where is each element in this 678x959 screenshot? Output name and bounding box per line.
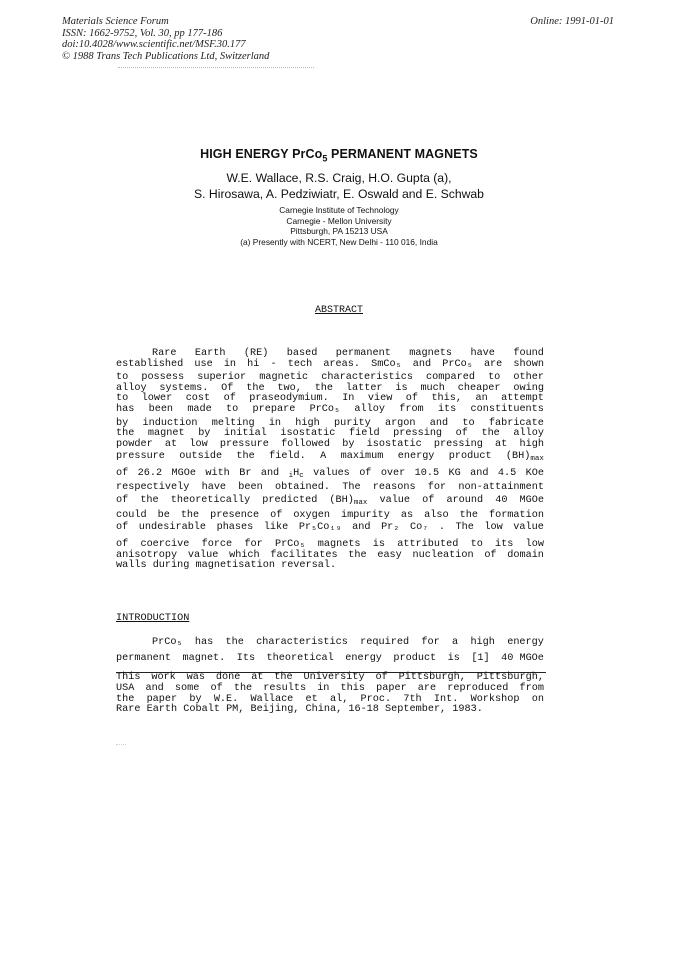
word: high <box>295 417 320 429</box>
word: value <box>379 494 411 506</box>
word: have <box>470 348 495 359</box>
introduction-heading: INTRODUCTION <box>116 613 190 624</box>
word: followed <box>281 438 330 450</box>
word: oxygen <box>293 509 330 521</box>
word: product <box>448 451 492 463</box>
word: areas. <box>323 358 360 370</box>
word: energy <box>507 637 544 648</box>
word: . <box>438 522 445 534</box>
max-subscript: max <box>353 498 368 507</box>
word: is <box>447 652 460 664</box>
word: of <box>116 468 129 480</box>
word: Its <box>236 652 256 664</box>
word: PrCo₅ <box>274 539 306 551</box>
word: value <box>187 549 219 561</box>
word: paper <box>146 693 178 705</box>
word: in <box>317 682 330 694</box>
word: to <box>226 403 239 415</box>
word: [1] <box>471 652 490 664</box>
word: of <box>375 672 388 683</box>
word: made <box>187 403 212 415</box>
word: work <box>151 672 176 683</box>
word: USA <box>116 682 135 694</box>
word: Pr₅Co₁₉ <box>298 522 342 534</box>
text-line <box>116 450 544 464</box>
word: obtained. <box>274 481 330 493</box>
word: et <box>305 693 318 705</box>
word: at <box>164 438 178 450</box>
text-line <box>116 360 544 371</box>
word: Pr₂ <box>381 522 400 534</box>
word: attempt <box>501 393 544 405</box>
word: shown <box>513 358 544 370</box>
word: from <box>519 682 544 694</box>
word: found <box>513 348 544 359</box>
word: in <box>268 417 282 429</box>
word: systems. <box>159 382 209 394</box>
word: KOe <box>525 468 544 480</box>
word: compared <box>426 372 475 384</box>
word: Int. <box>433 693 459 705</box>
author-list <box>0 171 678 202</box>
word: owing <box>513 382 544 394</box>
word: two, <box>277 382 302 394</box>
abstract-heading-text: ABSTRACT <box>314 305 363 316</box>
author-line-1: W.E. Wallace, R.S. Craig, H.O. Gupta (a), <box>226 171 452 185</box>
word: around <box>446 494 484 506</box>
word: are <box>417 682 437 694</box>
word: magnets <box>317 539 361 551</box>
word: maximum <box>340 451 384 463</box>
word: theoretical <box>266 652 334 664</box>
word: latter <box>345 382 383 394</box>
word: value <box>513 522 544 534</box>
word: alloy <box>354 403 385 415</box>
word: of <box>422 494 435 506</box>
word: $_iH_c$ <box>288 468 304 481</box>
word: use <box>194 358 213 370</box>
footnote-body <box>116 673 544 716</box>
word: low <box>525 539 544 551</box>
word: magnetic <box>259 372 309 384</box>
word: other <box>513 372 544 384</box>
word: Pittsburgh, <box>398 672 466 683</box>
word: formation <box>488 509 544 521</box>
word: during <box>152 560 190 572</box>
word: prepare <box>252 403 296 415</box>
word: KG <box>448 468 461 480</box>
word: 40 MGOe <box>501 652 544 664</box>
word: respectively <box>116 481 190 493</box>
word: by <box>342 438 355 450</box>
word: the <box>116 693 135 705</box>
word: facilitates <box>270 549 338 561</box>
word: its <box>437 403 457 415</box>
word: permanent <box>116 652 172 664</box>
word: Of <box>221 382 234 394</box>
word: an <box>475 393 488 405</box>
word: this, <box>431 393 463 405</box>
word: nucleation <box>412 549 474 561</box>
word: 1983. <box>452 704 483 716</box>
word: Beijing, <box>250 704 300 716</box>
word: at <box>495 438 508 450</box>
word: 26.2 <box>137 468 163 480</box>
word: field <box>348 428 380 440</box>
word: of <box>484 549 497 561</box>
word: at <box>251 672 264 683</box>
word: pressing <box>433 438 483 450</box>
text-line <box>116 684 544 695</box>
word: and <box>470 468 489 480</box>
word: of <box>116 494 129 506</box>
word: induction <box>142 417 198 429</box>
word: - <box>270 358 277 370</box>
word: the <box>246 382 265 394</box>
word: by <box>198 428 211 440</box>
word: for <box>427 481 447 493</box>
word: cheaper <box>457 382 501 394</box>
word: magnet. <box>182 652 226 664</box>
word: magnet <box>147 428 185 440</box>
word: done <box>215 672 241 683</box>
word: the <box>180 509 200 521</box>
word: to <box>488 372 501 384</box>
word: as <box>400 509 414 521</box>
word: University <box>303 672 365 683</box>
word: isostatic <box>366 438 422 450</box>
word: of <box>116 522 129 534</box>
affiliation-line: Carnegie Institute of Technology <box>279 205 399 215</box>
word: China, <box>305 704 343 716</box>
word: like <box>263 522 289 534</box>
text-line <box>116 521 544 535</box>
word: reversal. <box>281 560 337 572</box>
word: and <box>260 468 280 480</box>
word: magnetisation <box>195 560 275 572</box>
word: Earth <box>194 348 226 359</box>
affiliation-line: (a) Presently with NCERT, New Delhi - 110 016, India <box>240 236 438 247</box>
word: based <box>286 348 318 359</box>
word: the <box>274 672 293 683</box>
word: of <box>270 509 283 521</box>
word: by <box>189 693 202 705</box>
word: 10.5 <box>414 468 440 480</box>
text-line <box>116 483 544 494</box>
word: was <box>186 672 205 683</box>
word: The <box>455 522 474 534</box>
text-line <box>116 440 544 451</box>
word: MGOe <box>519 494 544 506</box>
title-text: HIGH ENERGY PrCo <box>200 147 323 161</box>
word: with <box>205 468 230 480</box>
word: pressure <box>116 451 165 463</box>
word: the <box>140 494 159 506</box>
word: non-attainment <box>458 481 544 493</box>
text-line <box>116 349 544 360</box>
word: this <box>340 682 365 694</box>
word: been <box>238 481 263 493</box>
affiliation-line: Carnegie - Mellon University <box>286 215 392 226</box>
word: is <box>395 382 408 394</box>
word: melting <box>211 417 255 429</box>
word: of <box>223 393 236 405</box>
word: The <box>342 481 361 493</box>
word: al, <box>329 693 349 705</box>
word: $(BH)_{max}$ <box>329 494 368 507</box>
word: high <box>470 637 495 648</box>
word: Proc. <box>360 693 392 705</box>
word: on <box>531 693 544 705</box>
text-line <box>116 494 544 508</box>
word: In <box>342 393 355 405</box>
word: energy <box>345 652 382 664</box>
word: 40 <box>495 494 508 506</box>
word: the <box>116 428 135 440</box>
word: established <box>116 358 184 370</box>
word: has <box>116 403 135 415</box>
word: hi <box>247 358 260 370</box>
word: by <box>116 417 129 429</box>
word: energy <box>397 451 435 463</box>
word: and <box>412 358 432 370</box>
word: of <box>116 539 129 551</box>
word: attributed <box>397 539 459 551</box>
word: W.E. <box>213 693 239 705</box>
word: to <box>462 417 475 429</box>
word: values <box>313 468 350 480</box>
word: product <box>393 652 437 664</box>
word: Cobalt <box>183 704 220 716</box>
word: the <box>459 509 478 521</box>
word: tech <box>287 358 313 370</box>
word: powder <box>116 438 153 450</box>
word: reasons <box>372 481 416 493</box>
word: Wallace <box>250 693 294 705</box>
text-line <box>116 638 544 649</box>
word: anisotropy <box>116 549 178 561</box>
word: the <box>236 451 255 463</box>
word: the <box>225 637 244 648</box>
text-line <box>116 511 544 522</box>
word: in <box>223 358 237 370</box>
word: results <box>263 682 307 694</box>
word: constituents <box>470 403 544 415</box>
scan-artifact <box>118 67 314 70</box>
title-text-end: PERMANENT MAGNETS <box>327 147 478 161</box>
word: reproduced <box>447 682 509 694</box>
word: the <box>314 382 334 394</box>
word: isostatic <box>280 428 336 440</box>
word: paper <box>376 682 407 694</box>
issn-line: ISSN: 1662-9752, Vol. 30, pp 177-186 <box>62 27 223 39</box>
word: for <box>244 539 263 551</box>
word: lower <box>141 393 173 405</box>
word: pressing <box>393 428 443 440</box>
text-line <box>116 654 544 665</box>
word: 7th <box>403 693 422 705</box>
word: September, <box>385 704 447 716</box>
word: PrCo₅ <box>309 403 341 415</box>
word: Rare <box>152 348 177 359</box>
word: coercive <box>140 539 190 551</box>
c-subscript: c <box>299 472 304 481</box>
word: for <box>421 637 440 648</box>
word: cost <box>185 393 211 405</box>
i-subscript: i <box>288 472 294 481</box>
word: domain <box>507 549 544 561</box>
word: outside <box>179 451 223 463</box>
word: pressure <box>219 438 269 450</box>
word: superior <box>197 372 247 384</box>
word: to <box>116 393 129 405</box>
doi-link[interactable]: doi:10.4028/www.scientific.net/MSF.30.177 <box>62 39 246 51</box>
word: walls <box>116 560 147 572</box>
word: characteristics <box>256 637 348 648</box>
word: 16-18 <box>348 704 379 716</box>
word: view <box>367 393 393 405</box>
word: be <box>157 509 170 521</box>
author-line-2: S. Hirosawa, A. Pedziwiatr, E. Oswald and E. Schwab <box>194 186 484 201</box>
word: has <box>194 637 214 648</box>
word: phases <box>216 522 254 534</box>
word: Rare <box>116 704 141 716</box>
word: is <box>372 539 385 551</box>
word: the <box>481 428 500 440</box>
word: Workshop <box>470 693 520 705</box>
word: some <box>174 682 200 694</box>
word: argon <box>384 417 416 429</box>
word: required <box>360 637 410 648</box>
word: and <box>429 417 449 429</box>
word: magnets <box>409 348 453 359</box>
abstract-body <box>116 349 544 572</box>
word: possess <box>141 372 185 384</box>
journal-header <box>62 16 269 62</box>
word: Pittsburgh, <box>476 672 544 683</box>
word: Br <box>239 468 252 480</box>
word: $(BH)_{max}$ <box>505 451 544 464</box>
word: the <box>233 682 253 694</box>
word: presence <box>210 509 260 521</box>
word: impurity <box>341 509 390 521</box>
word: also <box>424 509 449 521</box>
title-subscript: 5 <box>322 153 328 164</box>
word: permanent <box>335 348 391 359</box>
text-line <box>116 705 544 716</box>
word: its <box>495 539 514 551</box>
word: Co₇ <box>409 522 429 534</box>
word: are <box>483 358 503 370</box>
max-subscript: max <box>530 455 544 464</box>
word: praseodymium. <box>249 393 329 405</box>
word: low <box>189 438 208 450</box>
word: of <box>455 428 468 440</box>
word: initial <box>224 428 267 440</box>
word: the <box>348 549 367 561</box>
word: which <box>229 549 260 561</box>
word: could <box>116 509 147 521</box>
word: been <box>148 403 174 415</box>
word: A <box>320 451 327 463</box>
word: a <box>452 637 459 648</box>
word: force <box>201 539 233 551</box>
word: easy <box>377 549 402 561</box>
text-line <box>116 405 544 416</box>
word: and <box>352 522 371 534</box>
word: purity <box>334 417 371 429</box>
word: 4.5 <box>497 468 517 480</box>
word: have <box>201 481 227 493</box>
word: alloy <box>513 428 544 440</box>
paper-title <box>0 147 678 164</box>
word: low <box>484 522 503 534</box>
online-date: Online: 1991-01-01 <box>530 16 614 27</box>
abstract-heading <box>0 305 678 316</box>
word: MGOe <box>171 468 196 480</box>
copyright-line: © 1988 Trans Tech Publications Ltd, Switzerland <box>62 50 270 62</box>
word: to <box>470 539 483 551</box>
word: much <box>420 382 445 394</box>
word: This <box>116 672 141 683</box>
word: (RE) <box>243 348 269 359</box>
word: to <box>116 372 129 384</box>
scan-artifact <box>116 744 126 746</box>
word: SmCo₅ <box>371 358 402 370</box>
word: alloy <box>116 382 147 394</box>
word: predicted <box>262 494 318 506</box>
text-line <box>116 469 544 480</box>
word: theoretically <box>170 494 251 506</box>
word: characteristics <box>321 372 413 384</box>
word: field. <box>269 451 306 463</box>
word: high <box>519 438 544 450</box>
word: of <box>210 682 223 694</box>
word: PM, <box>226 704 245 716</box>
word: of <box>405 393 418 405</box>
word: PrCo₅ <box>442 358 473 370</box>
word: and <box>145 682 164 694</box>
word: of <box>359 468 372 480</box>
introduction-body <box>116 638 544 664</box>
word: PrCo₅ <box>152 637 183 648</box>
journal-name: Materials Science Forum <box>62 16 169 27</box>
affiliation-block <box>0 205 678 247</box>
word: Earth <box>146 704 178 716</box>
word: over <box>380 468 406 480</box>
affiliation-line: Pittsburgh, PA 15213 USA <box>290 226 388 237</box>
word: undesirable <box>138 522 207 534</box>
text-line <box>116 561 544 572</box>
word: fabricate <box>488 417 544 429</box>
word: from <box>399 403 424 415</box>
